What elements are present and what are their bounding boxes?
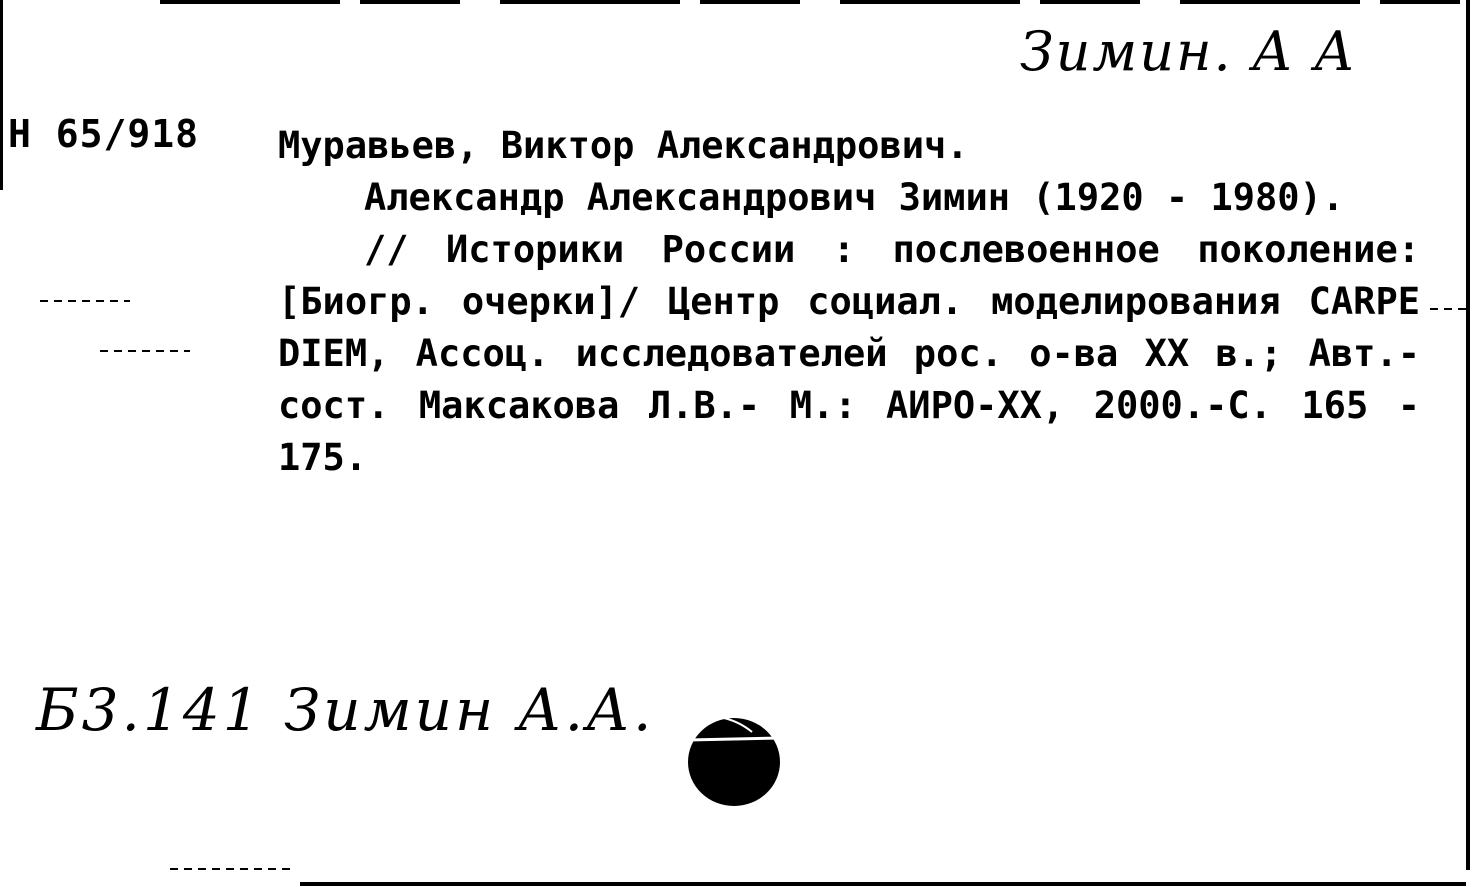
stray-mark (100, 350, 190, 352)
entry-source: // Историки России : послевоенное поколение: [Биогр. очерки]/ Центр социал. моделирования CARPE DIEM, Ассоц. исследователей рос. о-ва XX в.; Авт.- сост. Максакова Л.В.- М.: АИРО-XX, 2000.-С. 165 - 175. (278, 228, 1420, 479)
handwritten-heading: Зимин. А А (1020, 20, 1357, 83)
stray-mark (1430, 308, 1470, 310)
card-left-border (0, 0, 3, 190)
bibliographic-entry (278, 120, 1420, 484)
card-bottom-border (300, 882, 1466, 886)
stray-mark (170, 868, 290, 870)
ink-blot-stamp (680, 712, 784, 808)
author-heading: Муравьев, Виктор Александрович. (278, 124, 969, 167)
entry-title: Александр Александрович Зимин (1920 - 1980). (364, 176, 1345, 219)
card-right-border (1466, 0, 1470, 870)
card-top-border (160, 0, 1460, 4)
shelfmark: Н 65/918 (8, 112, 200, 156)
handwritten-classification: Б3.141 Зимин А.А. (36, 676, 655, 744)
stray-mark (40, 300, 130, 302)
